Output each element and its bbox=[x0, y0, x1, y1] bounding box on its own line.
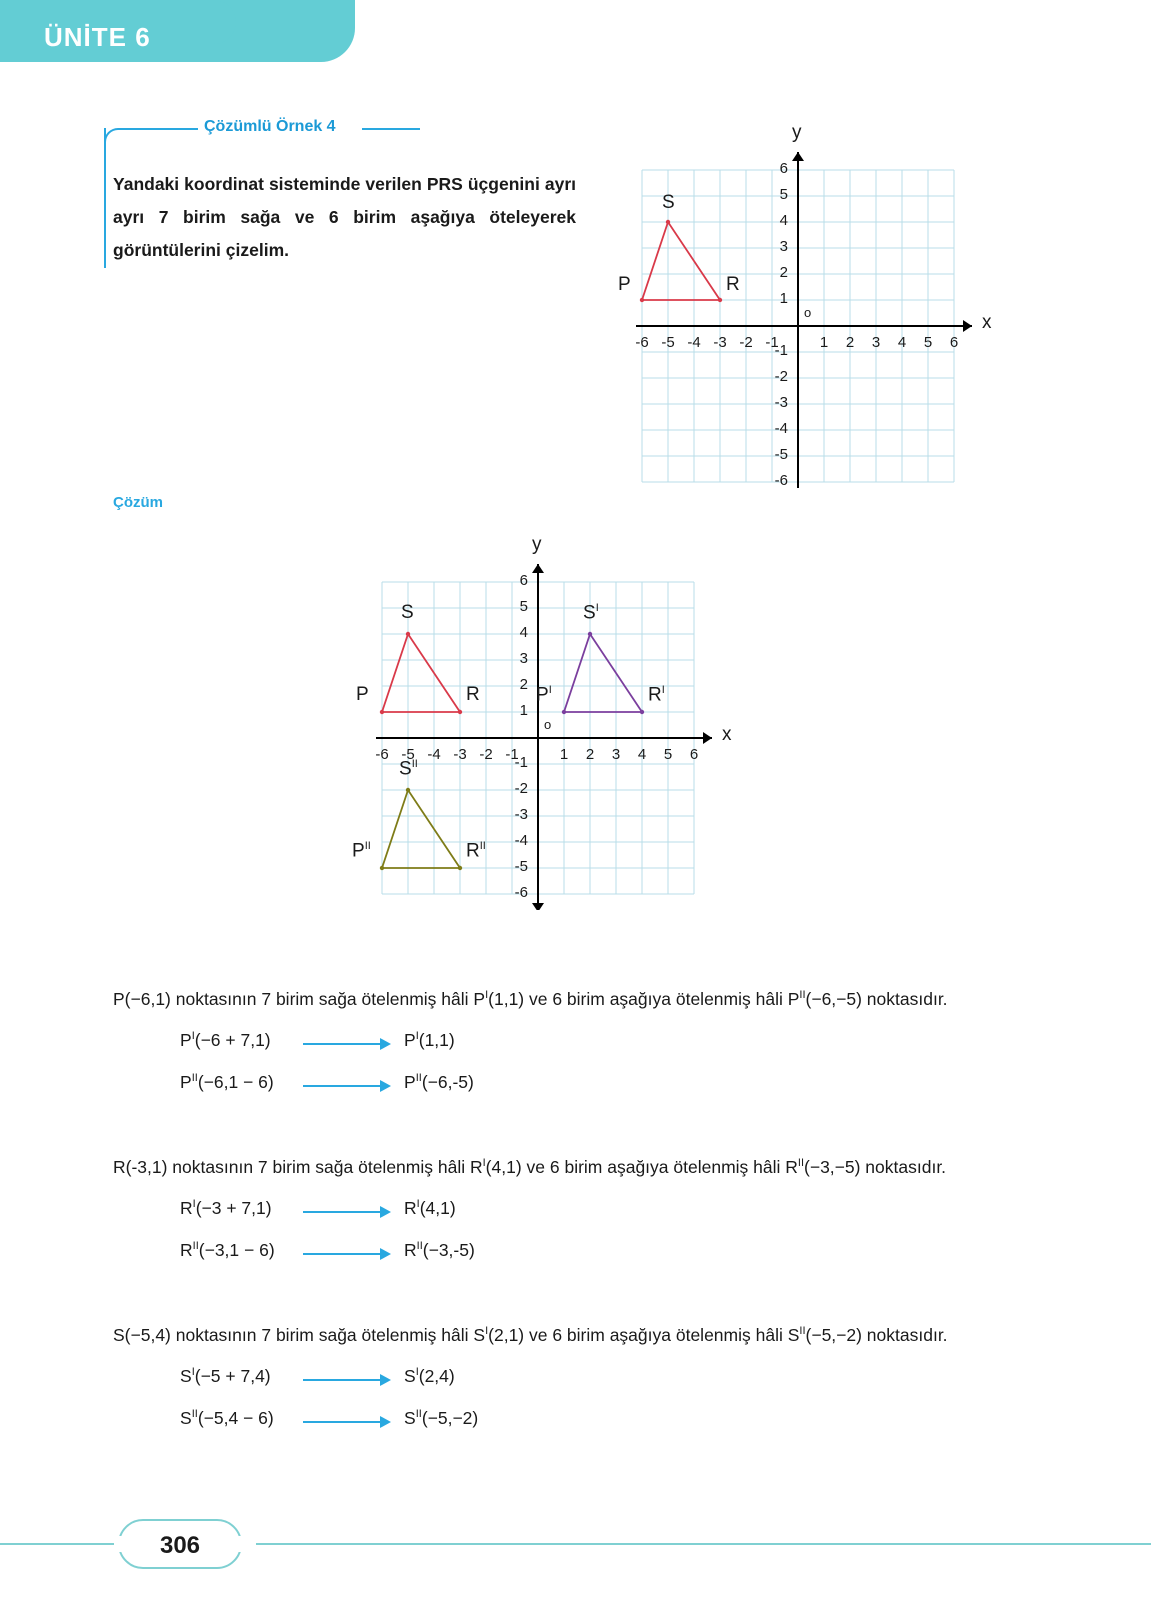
example-header bbox=[104, 118, 624, 144]
vertex-label-superscript: I bbox=[595, 602, 599, 614]
exp-r-eq2-source: $R^{II}(-3,1 - 6)$ bbox=[180, 1240, 275, 1260]
example-body-text: Yandaki koordinat sisteminde verilen PRS üçgenini ayrı ayrı 7 birim sağa ve 6 birim aşağıya öteleyerek görüntülerini çizelim. bbox=[113, 174, 576, 260]
exp-p-eq2-result: $P^{II}(-6,-5)$ bbox=[404, 1072, 474, 1092]
vertex-label-S: S bbox=[401, 602, 414, 623]
exp-s-eq1-source: $S^I(-5 + 7,4)$ bbox=[180, 1366, 271, 1386]
y-tick-label: -5 bbox=[774, 446, 788, 463]
triangle-PIRISI bbox=[562, 632, 644, 714]
vertex-label-P: P bbox=[356, 684, 369, 705]
y-tick-label: -4 bbox=[514, 832, 528, 849]
exp-s-paragraph: S(−5,4) noktasının 7 birim sağa ötelenmiş hâli $S^I(2,1)$ ve 6 birim aşağıya ötelenmiş hâli $S^{II}(-5,-2)$ noktasıdır. bbox=[113, 1324, 948, 1345]
x-tick-label: -6 bbox=[375, 746, 389, 763]
eq-superscript: II bbox=[192, 1240, 199, 1253]
x-tick-label: -3 bbox=[713, 334, 727, 351]
unit-label: ÜNİTE 6 bbox=[44, 22, 151, 52]
coordinate-plane-solution bbox=[352, 534, 732, 910]
eq-superscript: II bbox=[415, 1408, 422, 1421]
x-axis-label: x bbox=[722, 724, 732, 745]
vertex-label-RI: $R^I$ bbox=[648, 684, 665, 706]
x-tick-label: 1 bbox=[819, 334, 829, 351]
x-tick-label: 5 bbox=[923, 334, 933, 351]
y-tick-label: -6 bbox=[774, 472, 788, 489]
y-tick-label: -4 bbox=[774, 420, 788, 437]
example-title: Çözümlü Örnek 4 bbox=[204, 118, 336, 135]
vertex-point bbox=[380, 866, 384, 870]
y-tick-label: 6 bbox=[779, 160, 788, 177]
y-tick-label: 2 bbox=[779, 264, 788, 281]
eq-superscript: I bbox=[192, 1198, 196, 1211]
y-tick-label: -2 bbox=[774, 368, 788, 385]
vertex-label-SI: $S^I$ bbox=[583, 602, 599, 624]
exp-p-eq1-source: $P^I(-6 + 7,1)$ bbox=[180, 1030, 271, 1050]
vertex-point bbox=[562, 710, 566, 714]
x-tick-label: 2 bbox=[585, 746, 595, 763]
chart-canvas bbox=[376, 560, 726, 910]
exp-r-eq1-result: $R^I(4,1)$ bbox=[404, 1198, 456, 1218]
y-axis-label: y bbox=[792, 122, 802, 143]
eq-superscript: I bbox=[415, 1366, 419, 1379]
vertex-label-SII: $S^{II}$ bbox=[399, 758, 418, 780]
vertex-label-P: P bbox=[618, 274, 631, 295]
vertex-label-S: S bbox=[662, 192, 675, 213]
y-tick-label: -3 bbox=[514, 806, 528, 823]
vertex-point bbox=[406, 632, 410, 636]
y-tick-label: -1 bbox=[774, 342, 788, 359]
example-rule-left bbox=[126, 128, 198, 130]
exp-p-eq1-arrow-icon bbox=[303, 1038, 391, 1050]
vertex-point bbox=[458, 710, 462, 714]
eq-superscript: II bbox=[191, 1408, 198, 1421]
vertex-label-R: R bbox=[466, 684, 480, 705]
eq-superscript: I bbox=[415, 1030, 419, 1043]
paragraph-superscript: I bbox=[485, 1325, 489, 1337]
exp-s-eq1-arrow-icon bbox=[303, 1374, 391, 1386]
vertex-label-superscript: II bbox=[479, 840, 486, 852]
arrow-shaft bbox=[303, 1043, 380, 1045]
axes bbox=[376, 564, 712, 910]
vertex-point bbox=[380, 710, 384, 714]
axes bbox=[636, 152, 972, 488]
x-tick-label: 4 bbox=[637, 746, 647, 763]
origin-label: o bbox=[544, 717, 552, 732]
arrow-shaft bbox=[303, 1379, 380, 1381]
vertex-point bbox=[588, 632, 592, 636]
x-tick-label: 6 bbox=[949, 334, 959, 351]
arrow-shaft bbox=[303, 1211, 380, 1213]
exp-p-eq2-source: $P^{II}(-6,1 - 6)$ bbox=[180, 1072, 274, 1092]
x-tick-label: -6 bbox=[635, 334, 649, 351]
x-tick-label: -2 bbox=[479, 746, 493, 763]
y-tick-label: 5 bbox=[519, 598, 528, 615]
triangle-PRS bbox=[380, 632, 462, 714]
x-tick-label: 3 bbox=[871, 334, 881, 351]
exp-s-eq1-result: $S^I(2,4)$ bbox=[404, 1366, 455, 1386]
vertex-point bbox=[718, 298, 722, 302]
vertex-label-superscript: I bbox=[661, 684, 665, 696]
y-tick-label: 4 bbox=[779, 212, 788, 229]
y-tick-label: 1 bbox=[779, 290, 788, 307]
arrow-shaft bbox=[303, 1421, 380, 1423]
exp-r-eq2-arrow-icon bbox=[303, 1248, 391, 1260]
vertex-label-superscript: II bbox=[364, 840, 371, 852]
vertex-point bbox=[666, 220, 670, 224]
vertex-point bbox=[640, 710, 644, 714]
eq-superscript: II bbox=[191, 1072, 198, 1085]
example-rule bbox=[104, 118, 624, 144]
arrow-head bbox=[380, 1038, 391, 1050]
triangle-PRS bbox=[640, 220, 722, 302]
paragraph-superscript: II bbox=[797, 1157, 805, 1169]
y-tick-label: 5 bbox=[779, 186, 788, 203]
x-tick-label: 2 bbox=[845, 334, 855, 351]
y-tick-label: 1 bbox=[519, 702, 528, 719]
example-corner-bracket bbox=[104, 128, 126, 150]
x-tick-label: 3 bbox=[611, 746, 621, 763]
arrow-shaft bbox=[303, 1085, 380, 1087]
paragraph-superscript: II bbox=[799, 1325, 806, 1337]
exp-r-eq1-source: $R^I(-3 + 7,1)$ bbox=[180, 1198, 272, 1218]
vertex-point bbox=[406, 788, 410, 792]
eq-superscript: II bbox=[415, 1072, 422, 1085]
exp-s-eq2-source: $S^{II}(-5,4 - 6)$ bbox=[180, 1408, 274, 1428]
y-tick-label: 3 bbox=[519, 650, 528, 667]
exp-s-eq2-arrow-icon bbox=[303, 1416, 391, 1428]
eq-superscript: I bbox=[191, 1030, 195, 1043]
arrow-head bbox=[380, 1080, 391, 1092]
exp-r-eq2-result: $R^{II}(-3,-5)$ bbox=[404, 1240, 475, 1260]
y-tick-label: 6 bbox=[519, 572, 528, 589]
y-tick-label: -1 bbox=[514, 754, 528, 771]
paragraph-superscript: I bbox=[482, 1157, 486, 1169]
x-tick-label: -1 bbox=[505, 746, 519, 763]
page-number: 306 bbox=[159, 1532, 201, 1559]
triangle-PIIRIISII bbox=[380, 788, 462, 870]
y-tick-label: 3 bbox=[779, 238, 788, 255]
exp-p-eq2-arrow-icon bbox=[303, 1080, 391, 1092]
y-tick-label: 4 bbox=[519, 624, 528, 641]
vertex-label-PII: $P^{II}$ bbox=[352, 840, 371, 862]
x-tick-label: 6 bbox=[689, 746, 699, 763]
x-tick-label: -1 bbox=[765, 334, 779, 351]
x-tick-label: -2 bbox=[739, 334, 753, 351]
arrow-head bbox=[380, 1206, 391, 1218]
vertex-point bbox=[458, 866, 462, 870]
vertex-point bbox=[640, 298, 644, 302]
vertex-label-RII: $R^{II}$ bbox=[466, 840, 486, 862]
y-axis-label: y bbox=[532, 534, 542, 555]
y-tick-label: -6 bbox=[514, 884, 528, 901]
exp-s-eq2-result: $S^{II}(-5,-2)$ bbox=[404, 1408, 479, 1428]
exp-r-paragraph: R(-3,1) noktasının 7 birim sağa ötelenmiş hâli $R^I(4,1)$ ve 6 birim aşağıya ötelenmiş hâli $R^{II}(-3,-5)$ noktasıdır. bbox=[113, 1156, 947, 1177]
x-tick-label: 1 bbox=[559, 746, 569, 763]
example-rule-right bbox=[362, 128, 420, 130]
vertex-label-superscript: I bbox=[548, 684, 552, 696]
paragraph-superscript: I bbox=[485, 989, 489, 1001]
solution-label: Çözüm bbox=[113, 494, 163, 511]
paragraph-superscript: II bbox=[799, 989, 806, 1001]
x-tick-label: 5 bbox=[663, 746, 673, 763]
x-tick-label: -5 bbox=[661, 334, 675, 351]
x-tick-label: 4 bbox=[897, 334, 907, 351]
vertex-label-PI: $P^I$ bbox=[536, 684, 552, 706]
unit-header-banner bbox=[0, 0, 355, 62]
y-tick-label: -5 bbox=[514, 858, 528, 875]
eq-superscript: I bbox=[416, 1198, 420, 1211]
exp-p-paragraph: P(−6,1) noktasının 7 birim sağa ötelenmiş hâli $P^I(1,1)$ ve 6 birim aşağıya ötelenmiş hâli $P^{II}(-6,-5)$ noktasıdır. bbox=[113, 988, 948, 1009]
y-tick-label: -3 bbox=[774, 394, 788, 411]
x-tick-label: -5 bbox=[401, 746, 415, 763]
exp-p-eq1-result: $P^I(1,1)$ bbox=[404, 1030, 455, 1050]
origin-label: o bbox=[804, 305, 812, 320]
exp-r-eq1-arrow-icon bbox=[303, 1206, 391, 1218]
arrow-head bbox=[380, 1248, 391, 1260]
arrow-shaft bbox=[303, 1253, 380, 1255]
vertex-label-superscript: II bbox=[411, 758, 418, 770]
y-tick-label: -2 bbox=[514, 780, 528, 797]
x-tick-label: -4 bbox=[687, 334, 701, 351]
arrow-head bbox=[380, 1374, 391, 1386]
example-left-border bbox=[104, 128, 106, 268]
arrow-head bbox=[380, 1416, 391, 1428]
x-tick-label: -3 bbox=[453, 746, 467, 763]
x-tick-label: -4 bbox=[427, 746, 441, 763]
eq-superscript: I bbox=[191, 1366, 195, 1379]
vertex-label-R: R bbox=[726, 274, 740, 295]
coordinate-plane-problem bbox=[618, 122, 992, 489]
eq-superscript: II bbox=[416, 1240, 423, 1253]
x-axis-label: x bbox=[982, 312, 992, 333]
y-tick-label: 2 bbox=[519, 676, 528, 693]
